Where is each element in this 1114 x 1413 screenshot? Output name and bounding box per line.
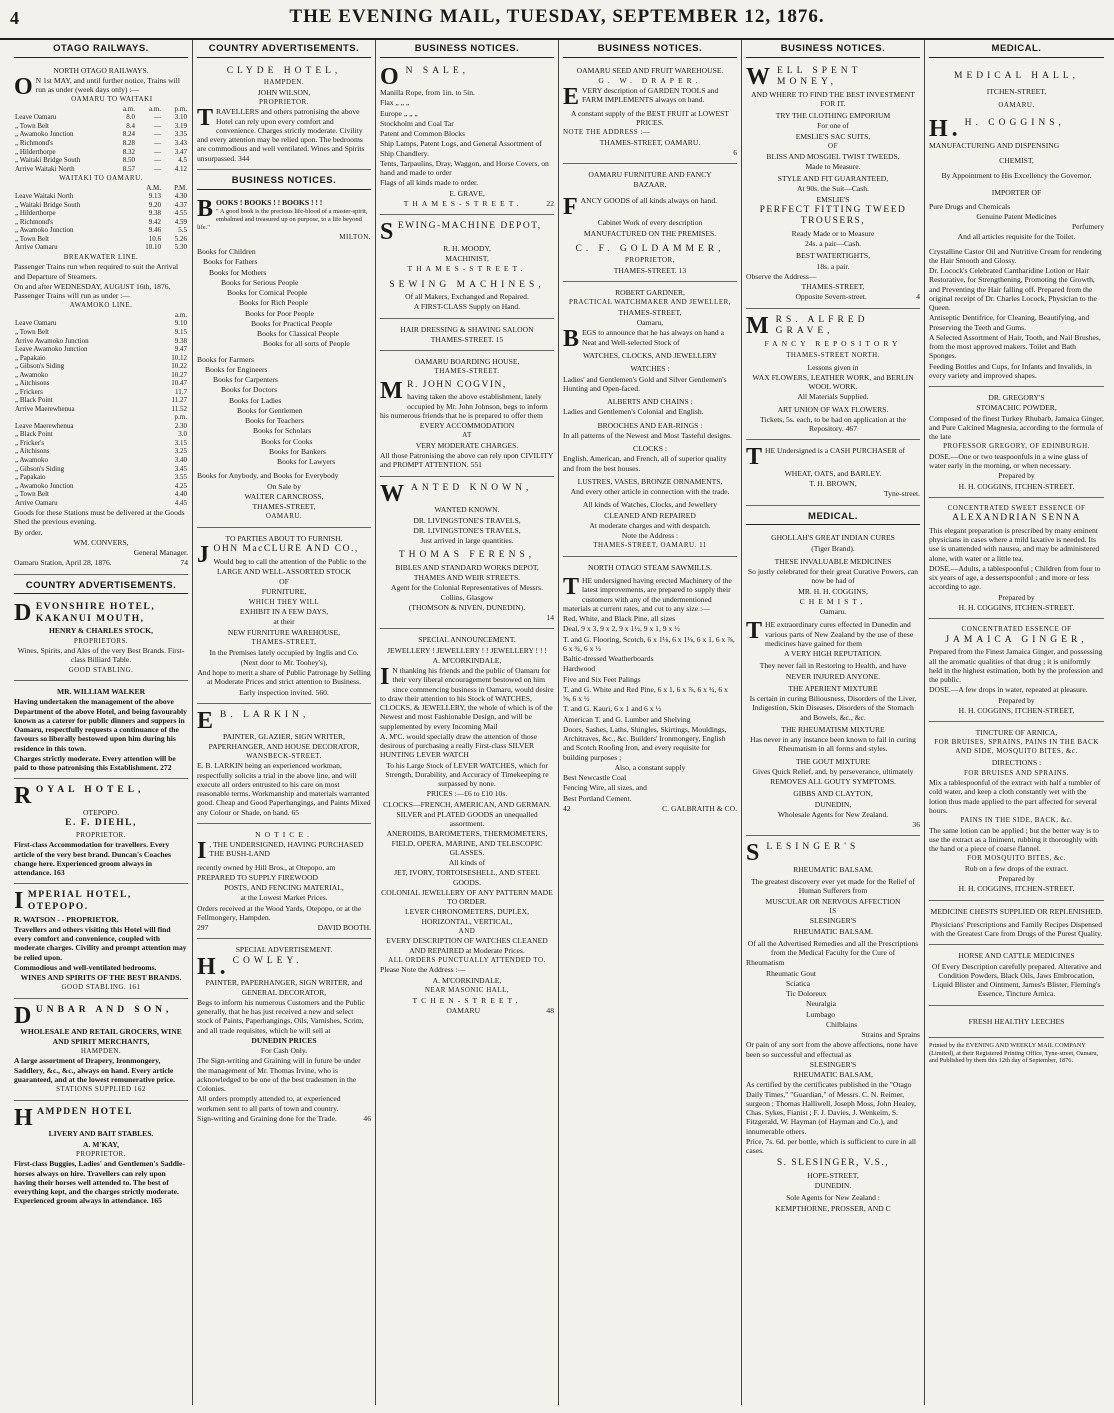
ad-title: ROBERT GARDNER, [615,288,685,298]
list-item: Doors, Sashes, Laths, Shingles, Skirtings, Mouldings, Architraves, &c., &c. Builders' Ironmongery, English and Scotch Roofing Iron, and every requisite for building purposes ; [563,724,727,762]
proprietor: E. F. DIEHL, [65,818,137,829]
list-item: Feeding Bottles and Cups, for Infants and Invalids, in every variety and improved shapes. [929,361,1092,380]
cash-purchaser-ad: THE Undersigned is a CASH PURCHASER of WHEAT, OATS, and BARLEY. T. H. BROWN, Tyne-street. [746,442,920,505]
ad-title: FRESH HEALTHY LEECHES [968,1016,1065,1026]
seller-name: E. GRAVE, [449,188,485,198]
table-row: „ Papakaio 3.55 [15,473,187,482]
list-item: Books for Scholars [253,426,312,436]
ad-title: TINCTURE OF ARNICA, [975,728,1058,738]
ad-title: HAMPDEN HOTEL [14,1104,134,1131]
ad-text: E. B. LARKIN being an experienced workman, respectfully solicits a trial in the above line, and will execute all orders entrusted to his care on most reasonable terms. Workmanship and materials warranted good. Cheap and Good Paperhangings, and Paints Mixed any Colour or Shade, on hand. 65 [197,761,371,817]
list-item: Europe „ „ „ [380,108,418,118]
ad-title: SPECIAL ADVERTISEMENT. [235,945,333,955]
ad-text: having taken the above establishment, lately occupied by Mr. John Johnson, begs to inform his numerous friends that he is prepared to offer them [380,392,548,420]
ad-text: Passenger Trains run when required to suit the Arrival and Departure of Steamers. [14,262,179,281]
ad-title: HORSE AND CATTLE MEDICINES [958,951,1075,961]
list-item: Baltic-dressed Weatherboards [563,654,654,664]
ad-title: HAIR DRESSING & SHAVING SALOON [400,324,534,334]
drop-cap: I [14,888,25,915]
list-item: T. and G. White and Red Pine, 6 x 1, 6 x ⅞, 6 x ¾, 6 x ⅝, 6 x ½ [563,684,728,704]
ad-title: WELL SPENT MONEY, [746,63,862,90]
slesinger-balsam-ad: SLESINGER'S RHEUMATIC BALSAM. The greatest discovery ever yet made for the Relief of Human Sufferers from MUSCULAR OR NERVOUS AFFECTION IS SLESINGER'S RHEUMATIC BALSAM. Of all the Advertised Remedies and all the Prescriptions from the Medical Faculty for the Cure of Rheumatism Rheumatic Gout Sciatica Tic Doloreux Neuralgia Lumbago Chilblains Strains and Sprains Or pain of any sort from the above affections, none have been so successful and effectual as SLESINGER'S RHEUMATIC BALSAM, As certified by the certificates published in the "Otago Daily Times," "Guardian," of Messrs. C. N. Reimer, surgeon ; Thomas Halliwell, Joseph Moss, John Healey, Chas. Sykes, Fianist ; F. J. Davies, J. Wenkeim, S. Fitzgerald, W. Hayman (of Hayman and Co.), and innumerable others. Price, 7s. 6d. per bottle, which is sufficient to cure in all cases. S. SLESINGER, V.S., HOPE-STREET, DUNEDIN. Sole Agents for New Zealand : KEMPTHORNE, PROSSER, AND C [746,840,920,1213]
section-header: BUSINESS NOTICES. [380,40,554,58]
column-5 [742,40,925,1405]
walker-ad [14,683,188,779]
royal-hotel-ad: ROYAL HOTEL, OTEPOPO. E. F. DIEHL, PROPRIETOR. First-class Accommodation for travellers. Every article of the very best brand. Duncan's Coaches change here. Experienced groom always in attendance. 163 [14,781,188,884]
list-item: Red, White, and Black Pine, all sizes [563,614,676,624]
drop-cap: W [746,63,774,90]
ad-title: DEVONSHIRE HOTEL, KAKANUI MOUTH, [14,600,156,627]
table-row: „ Town Belt 4.40 [15,490,187,499]
ad-title: OAMARU FURNITURE AND FANCY [588,170,712,180]
ad-text: Begs to inform his numerous Customers and the Public generally, that he has just received a new and select stock of Paints, Paperhangings, Oils, Varnishes, Scrim, and all trade requisites, which he will sell at [197,997,365,1035]
dunbar-ad: DUNBAR AND SON, WHOLESALE AND RETAIL GROCERS, WINE AND SPIRIT MERCHANTS, HAMPDEN. A large assortment of Drapery, Ironmongery, Saddlery, &c., &c., always on hand. Every article guaranteed, and at the lowest remunerative price. STATIONS SUPPLIED 162 [14,1001,188,1101]
list-item: Stockholm and Coal Tar [380,118,454,128]
ad-footer: Oamaru Station, April 28, 1876. 74 [14,558,188,568]
arnica-ad: TINCTURE OF ARNICA, FOR BRUISES, SPRAINS, PAINS IN THE BACK AND SIDE, MOSQUITO BITES, &c. DIRECTIONS : FOR BRUISES AND SPRAINS. Mix a tablespoonful of the extract with half a tumbler of cold water, and keep a cloth constantly wet with the lotion thus made applied to the part affected for several hours. PAINS IN THE SIDE, BACK, &c. The same lotion can be applied ; but the better way is to use the extract as a liniment, rubbing it thoroughly with the hand or a piece of coarse flannel. FOR MOSQUITO BITES, &c. Rub on a few drops of the extract. Prepared by H. H. COGGINS, ITCHEN-STREET. [929,724,1104,901]
ad-title: OAMARU SEED AND FRUIT WAREHOUSE. [576,65,724,75]
drop-cap: D [14,600,33,627]
sawmills-ad: NORTH OTAGO STEAM SAWMILLS. THE undersigned having erected Machinery of the latest improvements, are prepared to supply their customers with any of the undermentioned materials at current rates, and cut to any size :— Red, White, and Black Pine, all sizes Deal, 9 x 3, 9 x 2, 9 x 1½, 9 x 1, 9 x ½ T. and G. Flooring, Scotch, 6 x 1⅛, 6 x 1⅛, 6 x 1, 6 x ⅞, 6 x ¾, 6 x ½ Baltic-dressed Weatherboards Hardwood Five and Six Feet Palings T. and G. White and Red Pine, 6 x 1, 6 x ⅞, 6 x ¾, 6 x ⅝, 6 x ½ T. and G. Kauri, 6 x 1 and 6 x ½ American T. and G. Lumber and Shelving Doors, Sashes, Laths, Shingles, Skirtings, Mouldings, Architraves, &c., &c. Builders' Ironmongery, English and Scotch Roofing Iron, and every requisite for building purposes ; Also, a constant supply Best Newcastle Coal Fencing Wire, all sizes, and Best Portland Cement. 42 C. GALBRAITH & CO. [563,562,737,813]
table-row: Leave Oamaru 8.0 — 3.10 [15,113,187,122]
ad-text: TRAVELLERS and others patronising the above Hotel can rely upon every comfort and convenience. Charges strictly moderate. Civility and every attention may be relied upon. The bedrooms are commodious and well ventilated. Wines and Spirits unsurpassed. 344 [197,105,365,163]
section-header: COUNTRY ADVERTISEMENTS. [14,577,188,595]
proprietor: JOHN WILSON, [257,87,311,97]
list-item: Deal, 9 x 3, 9 x 2, 9 x 1½, 9 x 1, 9 x ½ [563,624,680,634]
list-item: Books for Fathers [203,257,258,267]
table-row: „ Richmond's 8.28 — 3.43 [15,138,187,147]
list-item: Lumbago [806,1009,836,1019]
drop-cap: W [380,480,408,507]
drop-cap: H. [197,953,230,980]
ad-title: DR. GREGORY'S [988,393,1045,403]
gardner-ad: ROBERT GARDNER, PRACTICAL WATCHMAKER AND JEWELLER, THAMES-STREET, Oamaru, BEGS to announce that he has always on hand a Neat and Well-selected Stock of WATCHES, CLOCKS, AND JEWELLERY WATCHES : Ladies' and Gentlemen's Gold and Silver Gentlemen's Hunting and Open-faced. ALBERTS AND CHAINS : Ladies and Gentlemen's Colonial and English. BROOCHES AND EAR-RINGS : In all patterns of the Newest and Most Tasteful designs. CLOCKS : English, American, and French, all of superior quality and from the best houses. LUSTRES, VASES, BRONZE ORNAMENTS, And every other article in connection with the trade. All kinds of Watches, Clocks, and Jewellery CLEANED AND REPAIRED At moderate charges and with despatch. Note the Address : THAMES-STREET, OAMARU. 11 [563,284,737,557]
proprietor: R. WATSON - - PROPRIETOR. [14,914,119,924]
railway-timetable [14,62,188,575]
furnish-ad: TO PARTIES ABOUT TO FURNISH. JOHN MacCLURE AND CO., Would beg to call the attention of the Public to the LARGE AND WELL-ASSORTED STOCK OF FURNITURE, WHICH THEY WILL EXHIBIT IN A FEW DAYS, at their NEW FURNITURE WAREHOUSE, THAMES-STREET, In the Premises lately occupied by Inglis and Co. (Next door to Mr. Toohey's), And hope to merit a share of Public Patronage by Selling at Moderate Prices and strict attention to Business. Early inspection invited. 560. [197,530,371,704]
section-header: BUSINESS NOTICES. [563,40,737,58]
ad-title: MR. WILLIAM WALKER [56,687,146,697]
ad-title: OAMARU BOARDING HOUSE, [414,357,520,367]
drop-cap: T [746,444,763,471]
ad-text: First-class Buggies, Ladies' and Gentlemen's Saddle-horses always on hire. Travellers can rely upon having their horses well attended to. The best of everything kept, and the charges strictly moderate. Experienced groom always in attendance. 165 [14,1159,185,1206]
list-item: Neuralgia [806,999,836,1009]
list-item: Patent and Common Blocks [380,129,466,139]
table-row: Leave Waitaki North 9.13 4.30 [15,192,187,201]
cowley-ad: SPECIAL ADVERTISEMENT. H. COWLEY. PAINTER, PAPERHANGER, SIGN WRITER, and GENERAL DECORATOR, Begs to inform his numerous Customers and the Public generally, that he has just received a new and select stock of Paints, Paperhangings, Oils, Varnishes, Scrim, and all trade requisites, which he will sell at DUNEDIN PRICES For Cash Only. The Sign-writing and Graining will in future be under the management of Mr. Thomas Irvine, who is acknowledged to be one of the best tradesmen in the Colonies. All orders promptly attended to, at experienced workmen sent to all parts of town and country. Sign-writing and Graining done for the Trade. 46 [197,945,371,1123]
ad-text: FANCY GOODS of all kinds always on hand. [563,193,718,220]
drop-cap: T [197,105,214,132]
ad-text: Charges strictly moderate. Every attention will be paid to those patronising this Establishment. 272 [14,753,176,773]
ad-title: WANTED KNOWN, [380,480,533,507]
list-item: Books for Gentlemen [237,405,303,415]
ad-text: O N 1st MAY, and until further notice, Trains will run as under (week days only) :— [14,73,180,100]
list-item: Books for Practical People [251,318,333,328]
drop-cap: H. [929,115,962,142]
list-item: Books for Doctors [221,385,278,395]
ad-text: I N thanking his friends and the public of Oamaru for their very liberal encouragement bestowed on him since commencing business in Oamaru, would desire to draw their attention to his Stock of WATCHES, CLOCKS, & JEWELLERY, the whole of which is of the Newest and most Fashionable Design, and will be supplemented by every Incoming Mail [380,664,554,731]
list-item: American T. and G. Lumber and Shelving [563,714,691,724]
hair-saloon-ad: HAIR DRESSING & SHAVING SALOON THAMES-STREET. 15 [380,321,554,352]
table-title: WAITAKI TO OAMARU. [59,174,143,183]
ad-title: SEWING-MACHINE DEPOT, [380,219,542,246]
notice-ad: NOTICE. I , THE UNDERSIGNED, HAVING PURCHASED THE BUSH-LAND recently owned by Hill Bros., at Otepopo, am PREPARED TO SUPPLY FIREWOOD POSTS, AND FENCING MATERIAL, at the Lowest Market Prices. Orders received at the Wood Yards, Otepopo, or at the Fellmongery, Hampden. 297 DAVID BOOTH. [197,826,371,940]
section-header: BUSINESS NOTICES. [197,172,371,190]
drop-cap: H [14,1104,35,1131]
list-item: Dr. Locock's Celebrated Cantharidine Lotion or Hair Restorative, for Strengthening, Promoting the Growth, and Preventing the Hair falling off. Prepared from the original receipt of Dr. Charles Locock, Physician to the Queen. [929,266,1097,313]
list-item: Flax „ „ „ [380,98,410,108]
table-row: Arrive Waitaki North 8.57 — 4.12 [15,164,187,173]
printer-imprint: Printed by the EVENING AND WEEKLY MAIL COMPANY (Limited), at their Registered Printing Office, Tyne-street, Oamaru, and Published by them this 12th day of September, 1876. [929,1041,1099,1065]
column-2 [193,40,376,1405]
medical-hall-ad: MEDICAL HALL, ITCHEN-STREET, OAMARU. H. H. COGGINS, MANUFACTURING AND DISPENSING CHEMIST, By Appointment to His Excellency the Governor. IMPORTER OF Pure Drugs and Chemicals Genuine Patent Medicines Perfumery And all articles requisite for the Toilet. Crystalline Castor Oil and Nutritive Cream for rendering the Hair Smooth and Glossy. Dr. Locock's Celebrated Cantharidine Lotion or Hair Restorative, for Strengthening, Promoting the Growth, and Preventing the Hair falling off. Prepared from the original receipt of Dr. Charles Locock, Physician to the Queen. Antiseptic Dentifrice, for Cleaning, Beautifying, and Preserving the Teeth and Gums. A Selected Assortment of Hair, Tooth, and Nail Brushes, from the most approved makers. Toilet and Bath Sponges. Feeding Bottles and Cups, for Infants and Invalids, in every variety and improved shapes. [929,62,1104,387]
table-row: „ Town Belt 9.15 [15,328,187,337]
hampden-hotel-ad: HAMPDEN HOTEL LIVERY AND BAIT STABLES. A. M'KAY, PROPRIETOR. First-class Buggies, Ladies' and Gentlemen's Saddle-horses always on hire. Travellers can rely upon having their horses well attended to. The best of everything kept, and the charges strictly moderate. Experienced groom always in attendance. 165 [14,1103,188,1212]
column-6 [925,40,1108,1405]
table-row: „ Fricker's 3.15 [15,438,187,447]
list-item: Flags of all kinds made to order. [380,178,479,188]
table-title: AWAMOKO LINE. [69,301,133,310]
ad-text: Travellers and others visiting this Hotel will find every comfort and convenience, coupled with moderate charges. Civility and prompt attention may be relied upon. [14,924,187,962]
column-3 [376,40,559,1405]
drop-cap: O [380,63,403,90]
ad-text: EVERY description of GARDEN TOOLS and FARM IMPLEMENTS always on hand. [563,84,719,111]
list-item: Books for Serious People [221,277,299,287]
ad-text: Wines, Spirits, and Ales of the very Best Brands. First-class Billiard Table. [17,646,185,665]
clothing-ad: WELL SPENT MONEY, AND WHERE TO FIND THE BEST INVESTMENT FOR IT. TRY THE CLOTHING EMPORIUM For one of EMSLIE'S SAC SUITS, OF BLISS AND MOSGIEL TWIST TWEEDS, Made to Measure. STYLE AND FIT GUARANTEED, At 90s. the Suit—Cash. EMSLIE'S PERFECT FITTING TWEED TROUSERS, Ready Made or to Measure 24s. a pair—Cash. BEST WATERTIGHTS, 18s. a pair. Observe the Address— THAMES-STREET, Opposite Severn-street. 4 [746,62,920,309]
section-header: OTAGO RAILWAYS. [14,40,188,58]
medicine-chests-ad: MEDICINE CHESTS SUPPLIED OR REPLENISHED. Physicians' Prescriptions and Family Recipes Dispensed with the Greatest Care from Drugs of the Purest Quality. [929,903,1104,946]
timetable-awamoko: a.m. Leave Oamaru 9.10 „ Town Belt 9.15 Arrive Awamoko Junction 9.38 Leave Awamoko Junction 9.47 „ Papakaio 10.12 „ Gibson's Siding 10.22 „ Awamoko 10.27 „ Aitchisons 10.47 „ Frickers 11.7 „ Black Point 11.27 Arrive Maerewhenua 11.52 p.m. Leave Maerewhenua 2.30 „ Black Point 3.0 „ Fricker's 3.15 „ Aitchisons 3.25 „ Awamoko 3.40 „ Gibson's Siding 3.45 „ Papakaio 3.55 „ Awamoko Junction 4.25 „ Town Belt 4.40 Arrive Oamaru 4.45 [15,310,187,507]
table-row: „ Waitaki Bridge South 9.20 4.37 [15,200,187,209]
drop-cap: O [14,73,33,100]
ad-text: Would beg to call the attention of the Public to the [213,556,367,566]
list-item: Books for Engineers [205,364,268,374]
table-title: OAMARU TO WAITAKI [71,95,153,104]
table-row: „ Aitchisons 10.47 [15,379,187,388]
table-row: Leave Maerewhenua 2.30 [15,421,187,430]
list-item: Books for Poor People [245,308,314,318]
book-list-1 [197,247,371,349]
table-row: „ Hilderthorpe 8.32 — 3.47 [15,147,187,156]
table-row: „ Frickers 11.7 [15,387,187,396]
seller-name: WALTER CARNCROSS, [244,491,324,501]
ad-title: O N SALE, [380,63,470,90]
table-row: „ Gibson's Siding 3.45 [15,464,187,473]
ad-text: THE Undersigned is a CASH PURCHASER of [746,444,906,471]
senna-ad: CONCENTRATED SWEET ESSENCE OF ALEXANDRIAN SENNA This elegant preparation is prescribed by many eminent physicians in cases where a mild laxative is needed. Its use is unattended with nausea, and may be administered alone, with water or a little tea. DOSE.—Adults, a tablespoonful ; Children from four to six years of age, a dessertspoonful ; and more or less according to age. Prepared by H. H. COGGINS, ITCHEN-STREET. [929,500,1104,619]
ad-title: NORTH OTAGO STEAM SAWMILLS. [587,562,713,572]
section-header: BUSINESS NOTICES. [746,40,920,58]
list-item: Hardwood [563,664,596,674]
drop-cap: F [563,193,578,220]
masthead [0,0,1114,40]
ad-title: MEDICAL HALL, [954,70,1079,81]
drop-cap: S [380,219,395,246]
table-row: „ Awamoko Junction 9.46 5.5 [15,226,187,235]
table-row: „ Richmond's 9.42 4.59 [15,217,187,226]
drop-cap: I [380,664,390,691]
list-item: Books for Carpenters [213,375,278,385]
drop-cap: T [746,618,763,645]
columns [10,40,1110,1405]
drop-cap: I [197,838,207,865]
table-row: „ Black Point 11.27 [15,396,187,405]
list-item: Books for Comical People [227,288,308,298]
ad-title: BOOKS ! BOOKS ! ! BOOKS ! ! ! [197,195,323,222]
ad-text: By order. [14,527,43,537]
leeches-ad [929,1008,1104,1038]
ad-title: GHOLLAH'S GREAT INDIAN CURES [771,533,895,543]
table-row: „ Awamoko Junction 8.24 — 3.35 [15,130,187,139]
jamaica-ginger-ad: CONCENTRATED ESSENCE OF JAMAICA GINGER, Prepared from the Finest Jamaica Ginger, and possessing all the aromatic qualities of that drug ; it is uniformly held in the highest estimation, both by the profession and the public. DOSE.—A few drops in water, repeated at pleasure. Prepared by H. H. COGGINS, ITCHEN-STREET, [929,621,1104,722]
drop-cap: B [197,195,214,222]
table-row: „ Papakaio 10.12 [15,353,187,362]
table-row: Arrive Oamaru 4.45 [15,498,187,507]
ghollah-cures-ad: GHOLLAH'S GREAT INDIAN CURES (Tiger Brand). THESE INVALUABLE MEDICINES So justly celebrated for their great Curative Powers, can now be had of MR. H. H. COGGINS, CHEMIST, Oamaru. THE extraordinary cures effected in Dunedin and various parts of New Zealand by the use of these medicines have gained for them A VERY HIGH REPUTATION. They never fail in Restoring to Health, and have NEVER INJURED ANYONE. THE APERIENT MIXTURE Is certain in curing Biliousness, Disorders of the Liver, Indigestion, Skin Diseases, Disorders of the Stomach and Bowels, &c., &c. THE RHEUMATISM MIXTURE Has never in any instance been known to fail in curing Rheumatism in all forms and styles. THE GOUT MIXTURE Gives Quick Relief, and, by perseverance, ultimately REMOVES ALL GOUTY SYMPTOMS. GIBBS AND CLAYTON, DUNEDIN, Wholesale Agents for New Zealand. 36 [746,529,920,836]
ad-text: THE extraordinary cures effected in Dunedin and various parts of New Zealand by the use of these medicines have gained for them [746,618,914,648]
drop-cap: M [746,312,773,339]
boarding-house-ad: OAMARU BOARDING HOUSE, THAMES-STREET. M R. JOHN COGVIN, having taken the above establishment, lately occupied by Mr. John Johnson, begs to inform his numerous friends that he is prepared to offer them EVERY ACCOMMODATION AT VERY MODERATE CHARGES. All those Patronising the above can rely upon CIVILITY and PROMPT ATTENTION. 551 [380,353,554,477]
ad-text: A large assortment of Drapery, Ironmongery, Saddlery, &c., &c., always on hand. Every article guaranteed, and at the lowest remunerative price. [14,1056,175,1084]
list-item: Books for Rich People [239,298,308,308]
ad-title: SPECIAL ANNOUNCEMENT. [418,635,516,645]
list-item: Books for Mothers [209,267,267,277]
ad-title: JAMAICA GINGER, [945,634,1088,645]
timetable-oamaru-waitaki: a.m. a.m. p.m. Leave Oamaru 8.0 — 3.10 „ Town Belt 8.4 — 3.19 „ Awamoko Junction 8.24 — 3.35 „ Richmond's 8.28 — 3.43 „ Hilderthorpe 8.32 — 3.47 „ Waitaki Bridge South 8.50 — 4.5 Arrive Waitaki North 8.57 — 4.12 [15,104,187,173]
list-item: Strains and Sprains [861,1030,920,1040]
list-item: Five and Six Feet Palings [563,674,641,684]
books-ad: BOOKS ! BOOKS ! ! BOOKS ! ! ! " A good book is the precious life-blood of a master-spirit, embalmed and treasured up on purpose, to a life beyond life." MILTON. Books for Children Books for Fathers Books for Mothers Books for Serious People Books for Comical People Books for Rich People Books for Poor People Books for Practical People Books for Classical People Books for all sorts of People Books for Farmers Books for Engineers Books for Carpenters Books for Doctors Books for Ladies Books for Gentlemen Books for Teachers Books for Scholars Books for Cooks Books for Bankers Books for Lawyers Books for Anybody, and Books for Everybody On Sale by WALTER CARNCROSS, THAMES-STREET, OAMARU. [197,194,371,528]
column-4 [559,40,742,1405]
table-row: Arrive Awamoko Junction 9.38 [15,336,187,345]
ad-title: NORTH OTAGO RAILWAYS. [53,65,149,75]
drop-cap: J [197,542,211,569]
list-item: Tents, Tarpaulins, Dray, Waggon, and Horse Covers, on hand and made to order [380,158,549,178]
ad-text: BEGS to announce that he has always on hand a Neat and Well-selected Stock of [563,326,724,353]
list-item: Crystalline Castor Oil and Nutritive Cream for rendering the Hair Smooth and Glossy. [929,246,1102,265]
list-item: Chilblains [826,1019,858,1029]
table-row: Leave Awamoko Junction 9.47 [15,345,187,354]
section-header: MEDICAL. [929,40,1104,58]
proprietor: HENRY & CHARLES STOCK, [49,626,153,636]
table-row: „ Town Belt 8.4 — 3.19 [15,121,187,130]
list-item: Books for Farmers [197,354,254,364]
devonshire-hotel-ad: DEVONSHIRE HOTEL, KAKANUI MOUTH, HENRY & CHARLES STOCK, PROPRIETORS. Wines, Spirits, and Ales of the very Best Brands. First-class Billiard Table. GOOD STABLING. [14,598,188,681]
ad-text: Having undertaken the management of the above Department of the above Hotel, and being favourably known as a caterer for public dinners and suppers in Oamaru, respectfully requests a continuance of the favours so liberally bestowed upon him during his residence in this town. [14,697,187,753]
imperial-hotel-ad: IMPERIAL HOTEL, OTEPOPO. R. WATSON - - PROPRIETOR. Travellers and others visiting this Hotel will find every comfort and convenience, coupled with moderate charges. Civility and prompt attention may be relied upon. Commodious and well-ventilated bedrooms. WINES AND SPIRITS OF THE BEST BRANDS. GOOD STABLING. 161 [14,886,188,998]
book-list-2 [197,355,371,467]
ad-text: Goods for these Stations must be delivered at the Goods Shed the previous evening. [14,508,185,527]
mcorkindale-ad: SPECIAL ANNOUNCEMENT. JEWELLERY ! JEWELLERY ! ! JEWELLERY ! ! ! A. M'CORKINDALE, I N thanking his friends and the public of Oamaru for their very liberal encouragement bestowed on him since commencing business in Oamaru, would desire to draw their attention to his Stock of WATCHES, CLOCKS, & JEWELLERY, the whole of which is of the Newest and most Fashionable Design, and will be supplemented by every Incoming Mail A. M'C. would specially draw the attention of those desirous of purchasing a really First-class SILVER HUNTING LEVER WATCH To his Large Stock of LEVER WATCHES, which for Strength, Durability, and Accuracy of Timekeeping re surpassed by none. PRICES :—£6 to £10 10s. CLOCKS—FRENCH, AMERICAN, AND GERMAN. SILVER and PLATED GOODS an unequalled assortment. ANEROIDS, BAROMETERS, THERMOMETERS, FIELD, OPERA, MARINE, AND TELESCOPIC GLASSES. All kinds of JET, IVORY, TORTOISESHELL, AND STEEL GOODS. COLONIAL JEWELLERY OF ANY PATTERN MADE TO ORDER. LEVER CHRONOMETERS, DUPLEX, HORIZONTAL, VERTICAL, AND EVERY DESCRIPTION OF WATCHES CLEANED AND REPAIRED at Moderate Prices. ALL ORDERS PUNCTUALLY ATTENDED TO. Please Note the Address :— A. M'CORKINDALE, NEAR MASONIC HALL, TCHEN-STREET, OAMARU 48 [380,635,554,1015]
drop-cap: E [197,707,218,734]
table-row: Arrive Oamaru 10.10 5.30 [15,243,187,252]
seed-warehouse-ad: OAMARU SEED AND FRUIT WAREHOUSE. G. W. DRAPER. EVERY description of GARDEN TOOLS and FARM IMPLEMENTS always on hand. A constant supply of the BEST FRUIT at LOWEST PRICES. NOTE THE ADDRESS :— THAMES-STREET, OAMARU. 6 [563,62,737,165]
signer-title: General Manager. [133,548,188,558]
ad-title: TO PARTIES ABOUT TO FURNISH. [225,533,343,543]
ad-title: ROYAL HOTEL, [14,783,145,810]
horse-cattle-ad: HORSE AND CATTLE MEDICINES Of Every Description carefully prepared. Alterative and Condition Powders, Black Oils, Jaws Embrocation, Liquid Blister and Ointment, James's Blister, Fleming's Essence, Tincture Arnica. [929,947,1104,1005]
list-item: Books for Cooks [261,436,313,446]
list-item: Books for all sorts of People [263,339,350,349]
ad-title: E B. LARKIN, [197,707,310,734]
furniture-bazaar-ad: OAMARU FURNITURE AND FANCY BAZAAR. FANCY GOODS of all kinds always on hand. Cabinet Work of every description MANUFACTURED ON THE PREMISES. C. F. GOLDAMMER, PROPRIETOR, THAMES-STREET. 13 [563,166,737,282]
clyde-hotel-ad: CLYDE HOTEL, HAMPDEN. JOHN WILSON, PROPRIETOR. TRAVELLERS and others patronising the above Hotel can rely upon every comfort and convenience. Charges strictly moderate. Civility and every attention may be relied upon. The bedrooms are commodious and well ventilated. Wines and Spirits unsurpassed. 344 [197,62,371,170]
signer: WM. CONVERS, [73,537,129,547]
section-header: MEDICAL. [746,508,920,526]
table-title: BREAKWATER LINE. [63,252,139,261]
list-item: Sciatica [786,978,811,988]
list-item: Antiseptic Dentifrice, for Cleaning, Beautifying, and Preserving the Teeth and Gums. [929,313,1090,332]
list-item: Books for Teachers [245,416,304,426]
list-item: Rheumatic Gout [766,968,816,978]
gregory-powder-ad: DR. GREGORY'S STOMACHIC POWDER, Composed of the finest Turkey Rhubarb, Jamaica Ginger, and Pure Calcined Magnesia, according to the formula of the late PROFESSOR GREGORY, OF EDINBURGH. DOSE.—One or two teaspoonfuls in a wine glass of water early in the morning, or when necessary. Prepared by H. H. COGGINS, ITCHEN-STREET. [929,389,1104,498]
drop-cap: D [14,1002,33,1029]
table-row: „ Waitaki Bridge South 8.50 — 4.5 [15,156,187,165]
table-row: „ Black Point 3.0 [15,430,187,439]
list-item: Books for Ladies [229,395,282,405]
proprietor: A. M'KAY, [83,1139,119,1149]
drop-cap: E [563,84,580,111]
ad-title: NOTICE. [255,829,313,839]
table-row: „ Awamoko 10.27 [15,370,187,379]
ad-title: SLESINGER'S [746,840,860,867]
ad-text: First-class Accommodation for travellers. Every article of the very best brand. Duncan's Coaches change here. Experienced groom always in attendance. 163 [14,840,171,878]
ad-text: THE undersigned having erected Machinery of the latest improvements, are prepared to supply their customers with any of the undermentioned materials at current rates, and cut to any size :— [563,574,732,613]
table-row: „ Awamoko 3.40 [15,455,187,464]
wanted-known-ad: WANTED KNOWN, WANTED KNOWN. DR. LIVINGSTONE'S TRAVELS, DR. LIVINGSTONE'S TRAVELS, Just arrived in large quantities. THOMAS FERENS, BIBLES AND STANDARD WORKS DEPOT, THAMES AND WEIR STREETS. Agent for the Colonial Representatives of Messrs. Collins, Glasgow (THOMSON & NIVEN, DUNEDIN). 14 [380,479,554,630]
ad-title: MEDICINE CHESTS SUPPLIED OR REPLENISHED. [930,906,1103,916]
ad-title: MRS. ALFRED GRAVE, [746,312,869,339]
newspaper-title: THE EVENING MAIL, TUESDAY, SEPTEMBER 12, 1876. [289,6,825,27]
list-item: Rheumatism [746,958,785,968]
drop-cap: B [563,326,580,353]
page-number: 4 [10,8,19,28]
column-1 [10,40,193,1405]
table-row: Leave Oamaru 9.10 [15,319,187,328]
section-header: COUNTRY ADVERTISEMENTS. [197,40,371,58]
drop-cap: R [14,783,33,810]
table-row: „ Town Belt 10.6 5.26 [15,234,187,243]
list-item: Tic Doloreux [786,989,827,999]
drop-cap: S [746,840,764,867]
ad-title: ALEXANDRIAN SENNA [952,513,1081,524]
drop-cap: M [380,377,405,404]
table-row: „ Gibson's Siding 10.22 [15,362,187,371]
timetable-waitaki-oamaru: A.M. P.M. Leave Waitaki North 9.13 4.30 „ Waitaki Bridge South 9.20 4.37 „ Hilderthorpe 9.38 4.55 „ Richmond's 9.42 4.59 „ Awamoko Junction 9.46 5.5 „ Town Belt 10.6 5.26 Arrive Oamaru 10.10 5.30 [15,183,187,252]
table-row: „ Aitchisons 3.25 [15,447,187,456]
ad-title: IMPERIAL HOTEL, OTEPOPO. [14,888,132,915]
drop-cap: T [563,574,580,601]
ad-title: DUNBAR AND SON, [14,1002,173,1029]
table-row: „ Awamoko Junction 4.25 [15,481,187,490]
table-row: Arrive Maerewhenua 11.52 [15,404,187,413]
on-sale-ad: O N SALE, Manilla Rope, from 1in. to 5in. Flax „ „ „ Europe „ „ „ Stockholm and Coal Tar Patent and Common Blocks Ship Lamps, Patent Logs, and General Assortment of Ship Chandlery. Tents, Tarpaulins, Dray, Waggon, and Horse Covers, on hand and made to order Flags of all kinds made to order. E. GRAVE, THAMES-STREET. 22 [380,62,554,216]
list-item: Books for Bankers [269,446,326,456]
sewing-machine-ad: SEWING-MACHINE DEPOT, R. H. MOODY, MACHINIST, THAMES-STREET. SEWING MACHINES, Of all Makers, Exchanged and Repaired. A FIRST-CLASS Supply on Hand. [380,217,554,318]
ad-title: CLYDE HOTEL, [226,65,342,76]
list-item: Books for Children [197,247,256,257]
fancy-repository-ad: MRS. ALFRED GRAVE, FANCY REPOSITORY THAMES-STREET NORTH. Lessons given in WAX FLOWERS, LEATHER WORK, and BERLIN WOOL WORK. All Materials Supplied. ART UNION OF WAX FLOWERS. Tickets, 5s. each, to be had on application at the Repository. 467 [746,311,920,441]
list-item: A Selected Assortment of Hair, Tooth, and Nail Brushes, from the most approved makers. Toilet and Bath Sponges. [929,332,1101,361]
list-item: T. and G. Kauri, 6 x 1 and 6 x ½ [563,704,662,714]
list-item: Books for Classical People [257,329,340,339]
list-item: T. and G. Flooring, Scotch, 6 x 1⅛, 6 x 1⅛, 6 x 1, 6 x ⅞, 6 x ¾, 6 x ½ [563,634,735,653]
list-item: Manilla Rope, from 1in. to 5in. [380,88,475,98]
ad-text: On and after WEDNESDAY, AUGUST 16th, 1876, Passenger Trains will run as under :— [14,281,171,301]
list-item: Ship Lamps, Patent Logs, and General Assortment of Ship Chandlery. [380,139,542,158]
list-item: Books for Lawyers [277,457,336,467]
table-row: „ Hilderthorpe 9.38 4.55 [15,209,187,218]
larkin-ad: E B. LARKIN, PAINTER, GLAZIER, SIGN WRITER, PAPERHANGER, AND HOUSE DECORATOR, WANSBECK-STREET. E. B. LARKIN being an experienced workman, respectfully solicits a trial in the above line, and will execute all orders entrusted to his care on most reasonable terms. Workmanship and materials warranted good. Cheap and Good Paperhangings, and Paints Mixed any Colour or Shade, on hand. 65 [197,706,371,824]
